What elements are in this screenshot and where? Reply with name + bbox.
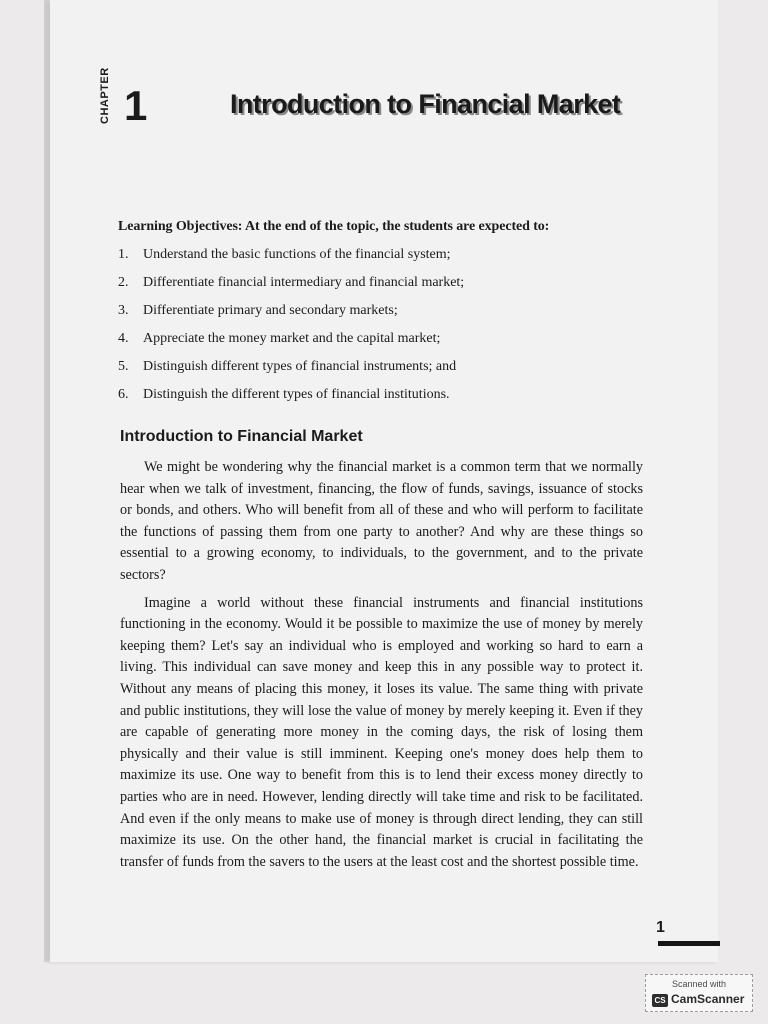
objective-text: Differentiate financial intermediary and financial market; bbox=[143, 275, 465, 290]
section-body bbox=[120, 457, 643, 879]
page-number: 1 bbox=[656, 919, 665, 936]
objective-number: 4. bbox=[118, 331, 129, 346]
section-heading: Introduction to Financial Market bbox=[120, 428, 363, 445]
objective-number: 6. bbox=[118, 387, 129, 402]
objective-text: Appreciate the money market and the capital market; bbox=[143, 331, 441, 346]
objective-text: Differentiate primary and secondary markets; bbox=[143, 303, 398, 318]
objective-number: 5. bbox=[118, 359, 129, 374]
objective-text: Distinguish different types of financial instruments; and bbox=[143, 359, 457, 374]
objective-number: 2. bbox=[118, 275, 129, 290]
body-paragraph-2: Imagine a world without these financial instruments and financial institutions functioning in the economy. Would it be possible to maximize the use of money by merely keeping them? Let's say an individual who is employed and working so hard to earn a living. This individual can save money and keep this in any possible way to protect it. Without any means of placing this money, it loses its value. The same thing with private and public institutions, they will lose the value of money by merely keeping it. Even if they are capable of generating more money in the coming days, the risk of losing them physically and their value is still imminent. Keeping one's money does help them to maximize its use. One way to benefit from this is to lend their excess money directly to parties who are in need. However, lending directly will take time and risk to be facilitated. And even if the only means to make use of money is through direct lending, they can still maximize its use. On the other hand, the financial market is crucial in facilitating the transfer of funds from the savers to the users at the least cost and the shortest possible time. bbox=[120, 594, 643, 870]
camscanner-logo-icon: CS bbox=[652, 994, 668, 1007]
chapter-number: 1 bbox=[124, 82, 148, 129]
watermark-caption: Scanned with bbox=[671, 979, 727, 989]
objective-text: Distinguish the different types of financial institutions. bbox=[143, 387, 450, 402]
page-number-rule bbox=[658, 941, 720, 946]
watermark-brand: CamScanner bbox=[671, 992, 745, 1006]
objective-text: Understand the basic functions of the financial system; bbox=[143, 247, 451, 262]
objective-number: 3. bbox=[118, 303, 129, 318]
chapter-label: CHAPTER bbox=[99, 67, 111, 124]
chapter-title: Introduction to Financial Market bbox=[230, 89, 621, 119]
objective-number: 1. bbox=[118, 247, 129, 262]
body-paragraph-1: We might be wondering why the financial market is a common term that we normally hear when we talk of investment, financing, the flow of funds, savings, issuance of stocks or bonds, and others. Who will benefit from all of these and who will perform to facilitate the functions of passing them from one party to another? And why are these things so essential to a growing economy, to individuals, to the government, and to the private sectors? bbox=[120, 459, 643, 583]
learning-objectives-heading: Learning Objectives: At the end of the topic, the students are expected to: bbox=[118, 219, 550, 234]
camscanner-watermark bbox=[645, 974, 753, 1012]
